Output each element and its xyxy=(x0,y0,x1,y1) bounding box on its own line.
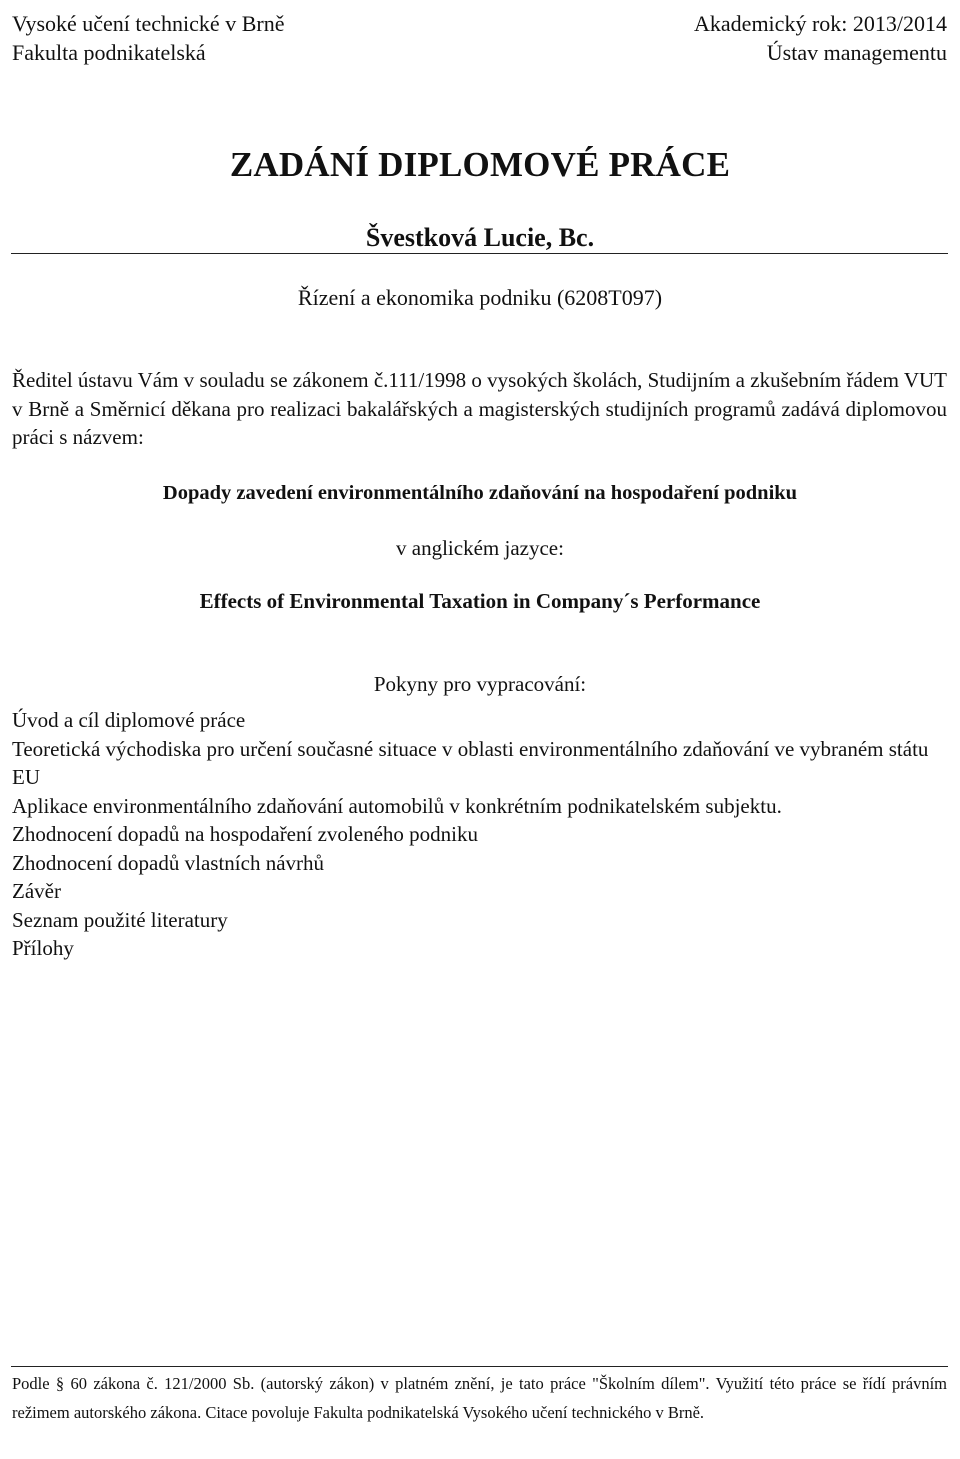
divider-bottom xyxy=(11,1366,948,1367)
outline-item: Zhodnocení dopadů na hospodaření zvoleného podniku xyxy=(12,822,478,846)
institute-name: Ústav managementu xyxy=(766,40,947,65)
student-name: Švestková Lucie, Bc. xyxy=(365,223,595,252)
outline-item: Úvod a cíl diplomové práce xyxy=(12,708,246,732)
instructions-heading: Pokyny pro vypracování: xyxy=(373,672,587,696)
outline-item: Teoretická východiska pro určení současné situace v oblasti environmentálního zdaňování ve vybraném státu EU xyxy=(12,736,929,789)
thesis-title-english: Effects of Environmental Taxation in Company´s Performance xyxy=(199,589,761,613)
outline-item: Zhodnocení dopadů vlastních návrhů xyxy=(12,850,325,875)
outline-item: Přílohy xyxy=(12,936,74,960)
study-program: Řízení a ekonomika podniku (6208T097) xyxy=(297,285,663,310)
copyright-note: Podle § 60 zákona č. 121/2000 Sb. (autorský zákon) v platném znění, je tato práce "Školním dílem". Využití této práce se řídí právním režimem autorského zákona. Citace povoluje Fakulta podnikatelská Vysokého učení technického v Brně. xyxy=(12,1374,947,1422)
faculty-name: Fakulta podnikatelská xyxy=(12,40,206,65)
thesis-outline xyxy=(12,706,947,963)
outline-item: Závěr xyxy=(12,879,61,903)
intro-paragraph: Ředitel ústavu Vám v souladu se zákonem č.111/1998 o vysokých školách, Studijním a zkušebním řádem VUT v Brně a Směrnicí děkana pro realizaci bakalářských a magisterských studijních programů zadává diplomovou práci s názvem: xyxy=(12,368,947,449)
outline-item: Seznam použité literatury xyxy=(12,907,228,932)
university-name: Vysoké učení technické v Brně xyxy=(12,11,285,36)
thesis-title-czech: Dopady zavedení environmentálního zdaňování na hospodaření podniku xyxy=(162,482,798,504)
english-title-label: v anglickém jazyce: xyxy=(396,536,564,560)
outline-item: Aplikace environmentálního zdaňování automobilů v konkrétním podnikatelském subjektu. xyxy=(12,793,782,818)
academic-year: Akademický rok: 2013/2014 xyxy=(694,11,947,36)
document-title: ZADÁNÍ DIPLOMOVÉ PRÁCE xyxy=(229,145,731,184)
divider-top xyxy=(11,253,948,254)
